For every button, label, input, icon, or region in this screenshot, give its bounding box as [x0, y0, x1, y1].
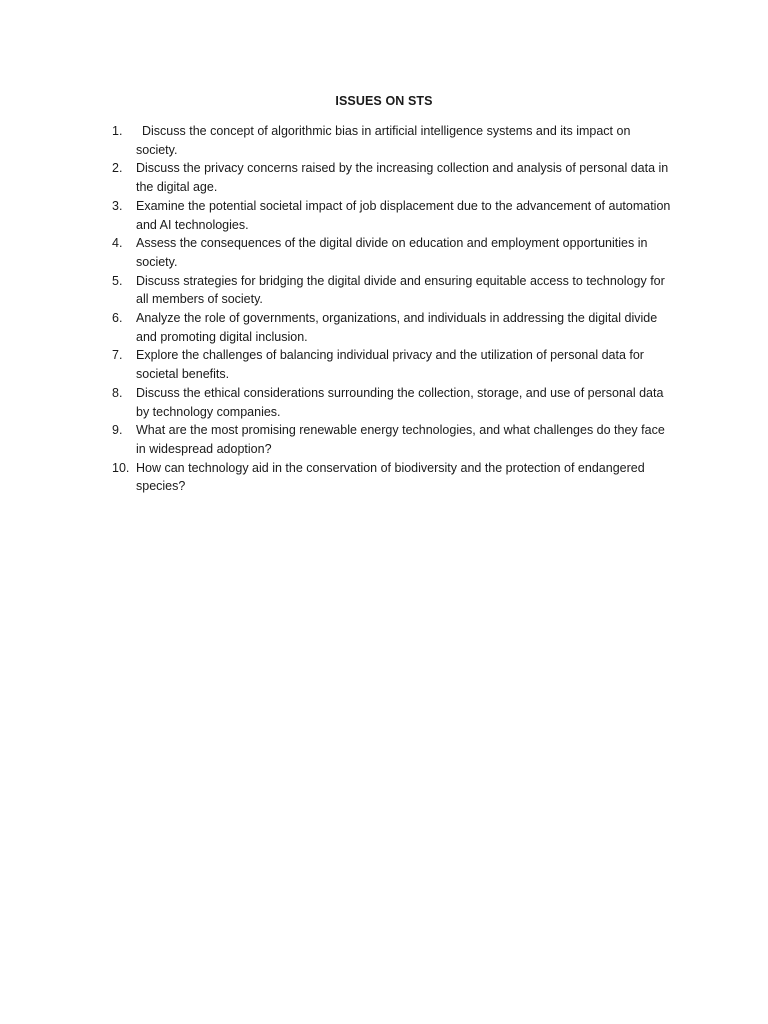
list-item-number: 4.	[112, 236, 123, 251]
list-item	[112, 234, 672, 271]
list-item-number: 9.	[112, 423, 123, 438]
list-item-number: 2.	[112, 161, 123, 176]
list-item-text: Discuss strategies for bridging the digital divide and ensuring equitable access to technology for all members of society.	[136, 273, 665, 307]
list-item	[112, 459, 672, 496]
list-item-text: What are the most promising renewable energy technologies, and what challenges do they face in widespread adoption?	[136, 423, 665, 456]
list-item-number: 3.	[112, 198, 123, 213]
list-item-number: 8.	[112, 385, 123, 400]
list-item	[112, 159, 672, 196]
list-item	[112, 384, 672, 421]
list-item-number: 10.	[112, 460, 130, 475]
list-item	[112, 421, 672, 458]
list-item	[112, 197, 672, 234]
list-item-number: 6.	[112, 311, 123, 326]
list-item	[112, 309, 672, 346]
list-item-text: Analyze the role of governments, organizations, and individuals in addressing the digital divide and promoting digital inclusion.	[136, 311, 658, 344]
page-title: ISSUES ON STS	[335, 94, 433, 108]
list-item-text: Discuss the concept of algorithmic bias in artificial intelligence systems and its impact on society.	[136, 124, 631, 157]
list-item-number: 1.	[112, 124, 123, 138]
list-item-text: Examine the potential societal impact of job displacement due to the advancement of automation and AI technologies.	[136, 198, 671, 232]
list-item	[112, 272, 672, 309]
list-item-text: Discuss the ethical considerations surrounding the collection, storage, and use of personal data by technology companies.	[136, 385, 664, 419]
list-item-number: 7.	[112, 348, 123, 363]
list-item-text: Assess the consequences of the digital divide on education and employment opportunities in society.	[136, 236, 648, 269]
question-list	[112, 122, 672, 496]
list-item-text: Explore the challenges of balancing individual privacy and the utilization of personal data for societal benefits.	[136, 348, 644, 382]
list-item-text: Discuss the privacy concerns raised by the increasing collection and analysis of personal data in the digital age.	[136, 161, 669, 195]
list-item	[112, 346, 672, 383]
list-item	[112, 122, 672, 159]
list-item-number: 5.	[112, 273, 123, 288]
list-item-text: How can technology aid in the conservation of biodiversity and the protection of endangered species?	[136, 460, 645, 494]
